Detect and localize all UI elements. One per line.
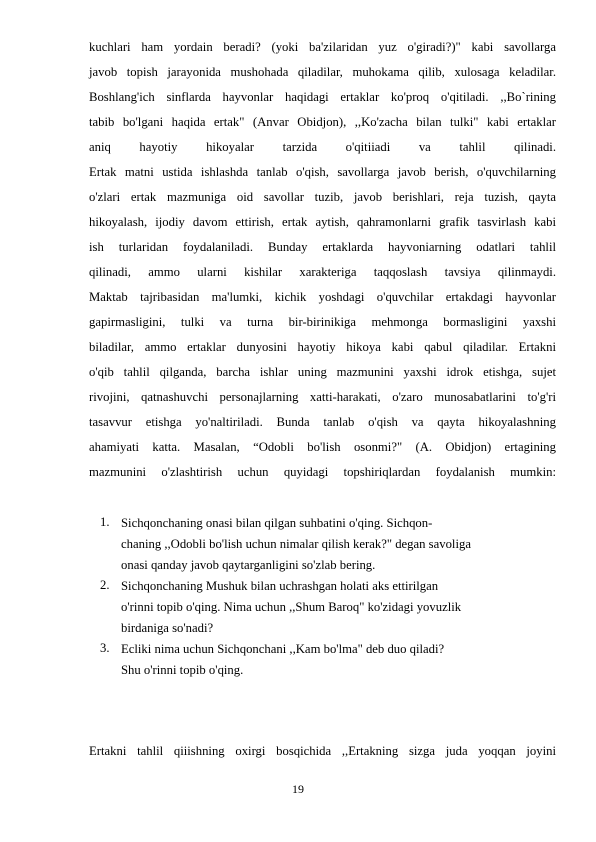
list-item-line: birdaniga so'nadi? bbox=[121, 621, 214, 635]
text-line: Ertak matni ustida ishlashda tanlab o'qish, savollarga javob berish, o'quvchilarning bbox=[89, 165, 556, 179]
text-line: Boshlang'ich sinflarda hayvonlar haqidagi ertaklar ko'proq o'qitiladi. ,,Bo`rining bbox=[89, 90, 556, 104]
list-item-line: onasi qanday javob qaytarganligini so'zlab bering. bbox=[121, 558, 376, 572]
text-line: gapirmasligini, tulki va turna bir-birinikiga mehmonga bormasligini yaxshi bbox=[89, 315, 556, 329]
page-number: 19 bbox=[292, 782, 304, 796]
text-line: qilinadi, ammo ularni kishilar xarakteriga taqqoslash tavsiya qilinmaydi. bbox=[89, 265, 556, 279]
text-line: o'zlari ertak mazmuniga oid savollar tuzib, javob berishlari, reja tuzish, qayta bbox=[89, 190, 556, 204]
list-item-number: 3. bbox=[100, 641, 110, 655]
text-line: javob topish jarayonida mushohada qiladilar, muhokama qilib, xulosaga keladilar. bbox=[89, 65, 556, 79]
text-line: kuchlari ham yordain beradi? (yoki ba'zilaridan yuz o'giradi?)" kabi savollarga bbox=[89, 40, 556, 54]
text-line: rivojini, qatnashuvchi personajlarning xatti-harakati, o'zaro munosabatlarini to'g'ri bbox=[89, 390, 556, 404]
text-line: tabib bo'lgani haqida ertak" (Anvar Obidjon), ,,Ko'zacha bilan tulki" kabi ertaklar bbox=[89, 115, 556, 129]
list-item-number: 1. bbox=[100, 515, 110, 529]
list-item-line: Sichqonchaning Mushuk bilan uchrashgan holati aks ettirilgan bbox=[121, 579, 439, 593]
list-item-line: chaning ,,Odobli bo'lish uchun nimalar qilish kerak?" degan savoliga bbox=[121, 537, 471, 551]
list-item-line: o'rinni topib o'qing. Nima uchun ,,Shum Baroq" ko'zidagi yovuzlik bbox=[121, 600, 462, 614]
text-line: hikoyalash, ijodiy davom ettirish, ertak aytish, qahramonlarni grafik tasvirlash kabi bbox=[89, 215, 556, 229]
text-line: o'qib tahlil qilganda, barcha ishlar uning mazmunini yaxshi idrok etishga, sujet bbox=[89, 365, 556, 379]
text-line: Ertakni tahlil qiiishning oxirgi bosqichida ,,Ertakning sizga juda yoqqan joyini bbox=[89, 744, 556, 758]
list-item-number: 2. bbox=[100, 578, 110, 592]
list-item-line: Shu o'rinni topib o'qing. bbox=[121, 663, 244, 677]
text-line: ahamiyati katta. Masalan, “Odobli bo'lish osonmi?" (A. Obidjon) ertagining bbox=[89, 440, 556, 454]
list-item-line: Ecliki nima uchun Sichqonchani ,,Kam bo'lma" deb duo qiladi? bbox=[121, 642, 445, 656]
text-line: ish turlaridan foydalaniladi. Bunday ertaklarda hayvoniarning odatlari tahlil bbox=[89, 240, 556, 254]
list-item-line: Sichqonchaning onasi bilan qilgan suhbatini o'qing. Sichqon- bbox=[121, 516, 433, 530]
text-line: tasavvur etishga yo'naltiriladi. Bunda tanlab o'qish va qayta hikoyalashning bbox=[89, 415, 556, 429]
text-line: biladilar, ammo ertaklar dunyosini hayotiy hikoya kabi qabul qiladilar. Ertakni bbox=[89, 340, 556, 354]
text-line: mazmunini o'zlashtirish uchun quyidagi topshiriqlardan foydalanish mumkin: bbox=[89, 465, 556, 479]
text-line: Maktab tajribasidan ma'lumki, kichik yoshdagi o'quvchilar ertakdagi hayvonlar bbox=[89, 290, 556, 304]
text-line: aniq hayotiy hikoyalar tarzida o'qitiiadi va tahlil qilinadi. bbox=[89, 140, 556, 154]
